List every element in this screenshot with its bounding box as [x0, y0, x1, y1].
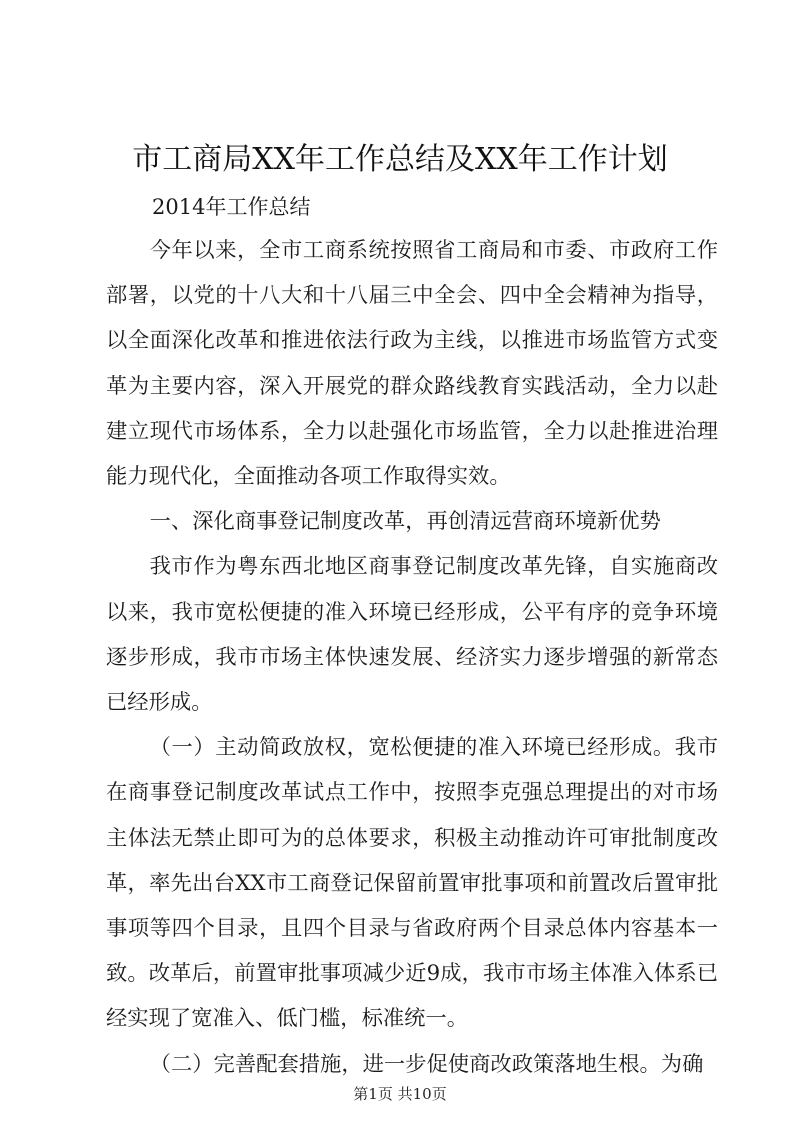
section-heading-1: 一、深化商事登记制度改革，再创清远营商环境新优势: [149, 509, 661, 535]
paragraph-subsection-2: （二）完善配套措施，进一步促使商改政策落地生根。为确: [149, 1051, 704, 1077]
document-subtitle: 2014年工作总结: [152, 195, 311, 219]
document-body: [106, 228, 718, 1087]
paragraph-subsection-1: （一）主动简政放权，宽松便捷的准入环境已经形成。我市在商事登记制度改革试点工作中，按照李克强总理提出的对市场主体法无禁止即可为的总体要求，积极主动推动许可审批制度改革，率先出台XX市工商登记保留前置审批事项和前置改后置审批事项等四个目录，且四个目录与省政府两个目录总体内容基本一致。改革后，前置审批事项减少近9成，我市市场主体准入体系已经实现了宽准入、低门槛，标准统一。: [106, 735, 718, 1032]
page-footer: 第1页 共10页: [353, 1085, 447, 1103]
document-title: 市工商局XX年工作总结及XX年工作计划: [132, 142, 668, 177]
paragraph-intro: 今年以来，全市工商系统按照省工商局和市委、市政府工作部署，以党的十八大和十八届三中全会、四中全会精神为指导，以全面深化改革和推进依法行政为主线，以推进市场监管方式变革为主要内容，深入开展党的群众路线教育实践活动，全力以赴建立现代市场体系，全力以赴强化市场监管，全力以赴推进治理能力现代化，全面推动各项工作取得实效。: [106, 238, 718, 490]
paragraph-section-1: 我市作为粤东西北地区商事登记制度改革先锋，自实施商改以来，我市宽松便捷的准入环境已经形成，公平有序的竞争环境逐步形成，我市市场主体快速发展、经济实力逐步增强的新常态已经形成。: [106, 554, 718, 716]
